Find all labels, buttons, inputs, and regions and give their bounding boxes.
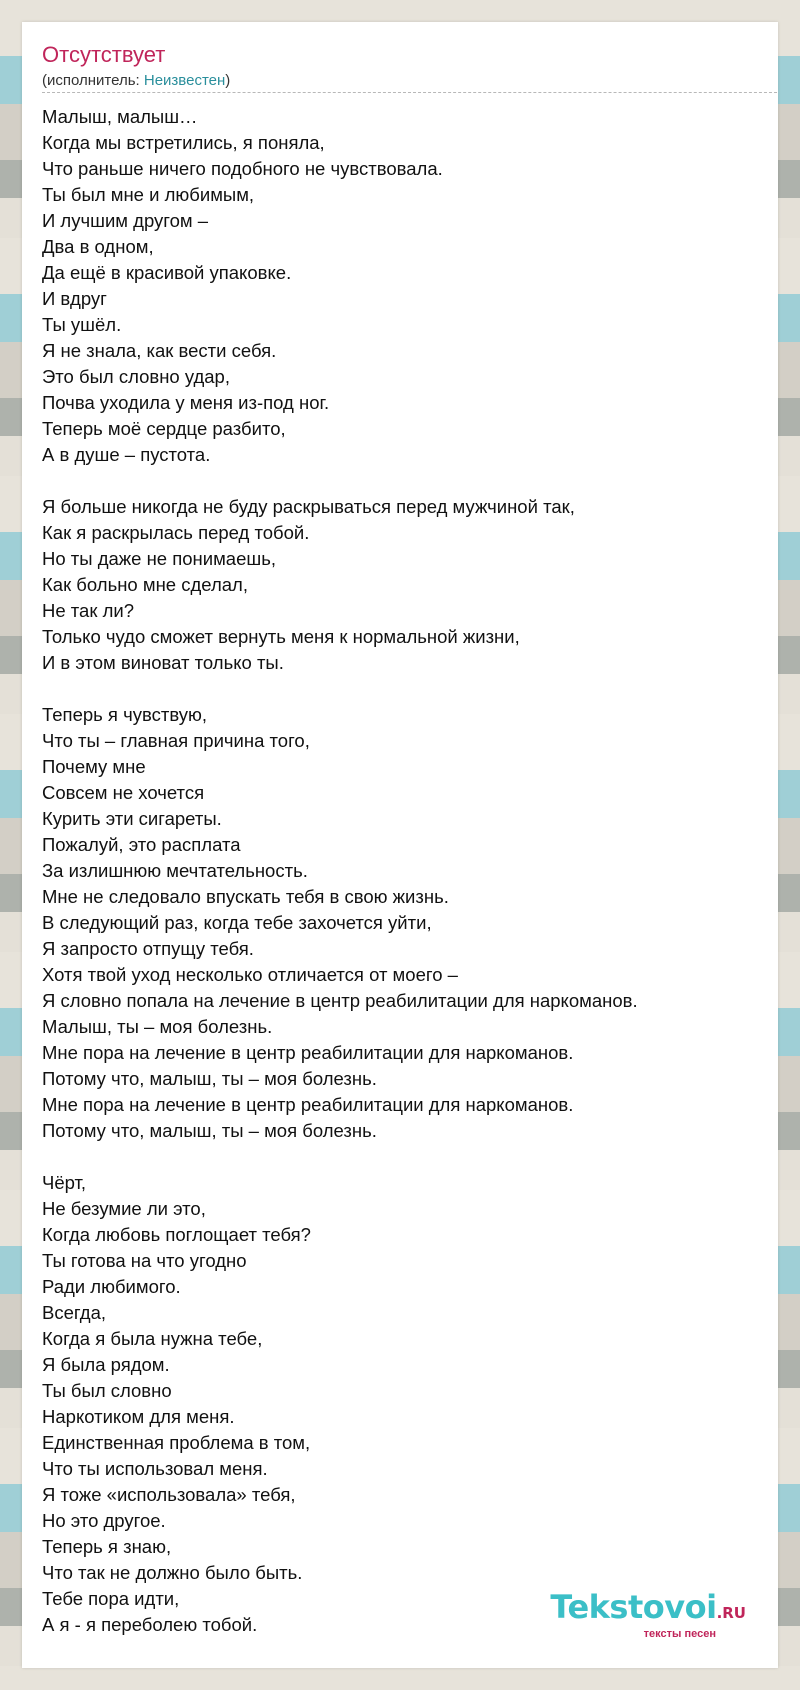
lyric-line: Ты готова на что угодно — [42, 1250, 247, 1271]
lyric-line: Мне пора на лечение в центр реабилитации для наркоманов. — [42, 1042, 574, 1063]
lyric-line: Теперь моё сердце разбито, — [42, 418, 286, 439]
lyric-line: Два в одном, — [42, 236, 154, 257]
lyric-line: Тебе пора идти, — [42, 1588, 180, 1609]
lyric-line: Всегда, — [42, 1302, 107, 1323]
stanza-break — [42, 676, 758, 702]
logo-name: Tekstovoi — [550, 1588, 717, 1626]
lyric-line: Я больше никогда не буду раскрываться перед мужчиной так, — [42, 496, 575, 517]
lyric-line: Как больно мне сделал, — [42, 574, 248, 595]
lyric-line: Малыш, малыш… — [42, 106, 198, 127]
site-logo[interactable] — [550, 1590, 746, 1640]
logo-tld: .RU — [716, 1604, 746, 1622]
lyric-line: Мне не следовало впускать тебя в свою жизнь. — [42, 886, 449, 907]
lyric-line: Я была рядом. — [42, 1354, 170, 1375]
lyric-line: Что ты – главная причина того, — [42, 730, 310, 751]
lyric-line: Не безумие ли это, — [42, 1198, 206, 1219]
lyric-line: Хотя твой уход несколько отличается от моего – — [42, 964, 458, 985]
lyric-line: Я запросто отпущу тебя. — [42, 938, 254, 959]
lyric-line: Ради любимого. — [42, 1276, 181, 1297]
lyric-line: Но это другое. — [42, 1510, 166, 1531]
lyric-line: Не так ли? — [42, 600, 134, 621]
lyric-line: Наркотиком для меня. — [42, 1406, 235, 1427]
lyric-line: И лучшим другом – — [42, 210, 209, 231]
lyric-line: Я тоже «использовала» тебя, — [42, 1484, 296, 1505]
logo-wordmark — [550, 1590, 746, 1630]
lyric-line: Что раньше ничего подобного не чувствовала. — [42, 158, 443, 179]
lyric-line: Ты был словно — [42, 1380, 172, 1401]
header-divider — [42, 92, 778, 93]
lyric-line: Потому что, малыш, ты – моя болезнь. — [42, 1068, 377, 1089]
lyric-line: Почва уходила у меня из-под ног. — [42, 392, 330, 413]
lyric-line: Единственная проблема в том, — [42, 1432, 311, 1453]
lyric-line: А в душе – пустота. — [42, 444, 211, 465]
lyric-line: Когда мы встретились, я поняла, — [42, 132, 325, 153]
artist-suffix: ) — [225, 72, 231, 89]
lyric-line: Теперь я знаю, — [42, 1536, 172, 1557]
lyric-line: Что так не должно было быть. — [42, 1562, 303, 1583]
lyric-line: А я - я переболею тобой. — [42, 1614, 258, 1635]
lyric-line: Только чудо сможет вернуть меня к нормальной жизни, — [42, 626, 520, 647]
artist-prefix: (исполнитель: — [42, 72, 144, 89]
lyrics-card — [22, 22, 778, 1668]
artist-line — [42, 72, 230, 90]
lyric-line: Ты ушёл. — [42, 314, 122, 335]
lyric-line: Малыш, ты – моя болезнь. — [42, 1016, 273, 1037]
artist-link[interactable]: Неизвестен — [143, 72, 226, 89]
song-title: Отсутствует — [42, 42, 166, 67]
lyric-line: Курить эти сигареты. — [42, 808, 222, 829]
lyric-line: И в этом виноват только ты. — [42, 652, 284, 673]
lyric-line: Пожалуй, это расплата — [42, 834, 241, 855]
lyric-line: Совсем не хочется — [42, 782, 205, 803]
logo-tagline: тексты песен — [643, 1628, 716, 1640]
lyric-line: Это был словно удар, — [42, 366, 230, 387]
lyric-line: Как я раскрылась перед тобой. — [42, 522, 310, 543]
lyric-line: Ты был мне и любимым, — [42, 184, 255, 205]
lyric-line: В следующий раз, когда тебе захочется уйти, — [42, 912, 432, 933]
lyrics-body — [42, 104, 758, 1638]
lyric-line: Но ты даже не понимаешь, — [42, 548, 277, 569]
lyric-line: Что ты использовал меня. — [42, 1458, 268, 1479]
lyric-line: Я словно попала на лечение в центр реабилитации для наркоманов. — [42, 990, 638, 1011]
lyric-line: Когда любовь поглощает тебя? — [42, 1224, 311, 1245]
lyric-line: Теперь я чувствую, — [42, 704, 208, 725]
lyric-line: Когда я была нужна тебе, — [42, 1328, 263, 1349]
lyric-line: И вдруг — [42, 288, 107, 309]
lyric-line: Потому что, малыш, ты – моя болезнь. — [42, 1120, 377, 1141]
lyric-line: Почему мне — [42, 756, 146, 777]
stanza-break — [42, 1144, 758, 1170]
lyric-line: За излишнюю мечтательность. — [42, 860, 308, 881]
lyric-line: Я не знала, как вести себя. — [42, 340, 277, 361]
lyric-line: Чёрт, — [42, 1172, 87, 1193]
lyric-line: Мне пора на лечение в центр реабилитации для наркоманов. — [42, 1094, 574, 1115]
stanza-break — [42, 468, 758, 494]
lyric-line: Да ещё в красивой упаковке. — [42, 262, 292, 283]
